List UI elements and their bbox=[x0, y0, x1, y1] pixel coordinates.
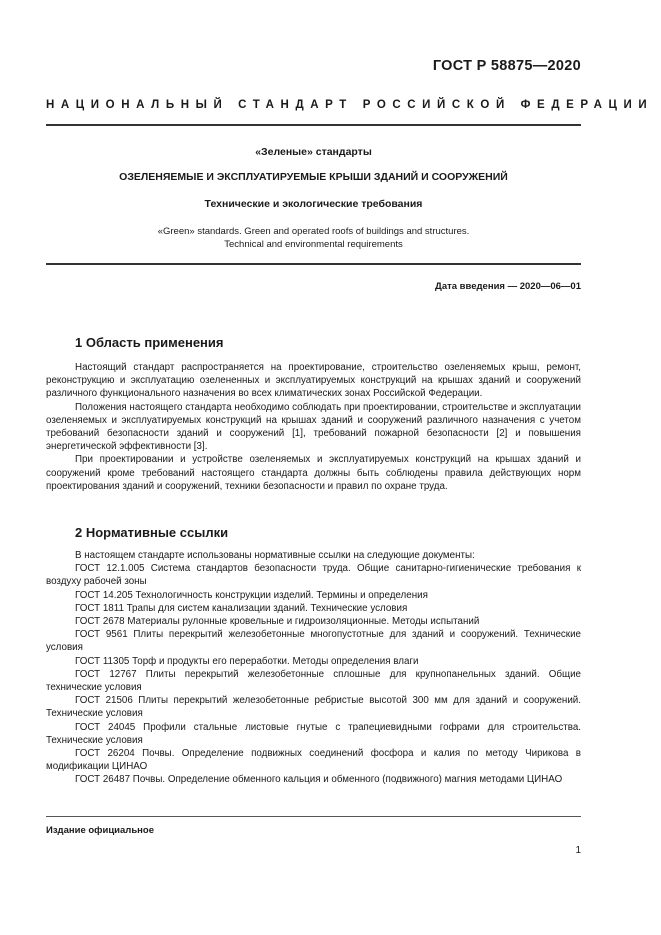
paragraph: Положения настоящего стандарта необходимо соблюдать при проектировании, строительстве и эксплуатации озеленяемых и эксплуатируемых конструкций на крышах зданий и сооружений различного назначения с учетом требований безопасности зданий и сооружений [1], требований пожарной безопасности [2] и повышения энергетической эффективности [3]. bbox=[46, 401, 581, 453]
reference-item: ГОСТ 11305 Торф и продукты его переработки. Методы определения влаги bbox=[75, 655, 419, 667]
reference-item: ГОСТ 21506 Плиты перекрытий железобетонные ребристые высотой 300 мм для зданий и сооружений. Технические условия bbox=[46, 695, 581, 720]
section-scope-body bbox=[46, 361, 581, 493]
intro-date: Дата введения — 2020—06—01 bbox=[435, 281, 581, 292]
page-number: 1 bbox=[575, 845, 581, 856]
reference-item: ГОСТ 24045 Профили стальные листовые гнутые с трапециевидными гофрами для строительства. Технические условия bbox=[46, 721, 581, 746]
series-title: «Зеленые» стандарты bbox=[255, 146, 372, 158]
section-references-body bbox=[46, 549, 581, 787]
section-heading-references: 2 Нормативные ссылки bbox=[75, 525, 229, 540]
reference-item: ГОСТ 26487 Почвы. Определение обменного кальция и обменного (подвижного) магния методами ЦИНАО bbox=[75, 774, 563, 786]
reference-item: ГОСТ 12767 Плиты перекрытий железобетонные сплошные для крупнопанельных зданий. Общие технические условия bbox=[46, 668, 581, 694]
document-subtitle: Технические и экологические требования bbox=[204, 198, 423, 210]
paragraph: В настоящем стандарте использованы нормативные ссылки на следующие документы: bbox=[75, 550, 475, 561]
document-code: ГОСТ Р 58875—2020 bbox=[432, 58, 581, 74]
section-heading-scope: 1 Область применения bbox=[75, 335, 224, 350]
english-title-line: Technical and environmental requirements bbox=[224, 239, 403, 250]
reference-item: ГОСТ 9561 Плиты перекрытий железобетонные многопустотные для зданий и сооружений. Технические условия bbox=[46, 629, 581, 654]
paragraph: Настоящий стандарт распространяется на проектирование, строительство озеленяемых крыш, ремонт, реконструкцию и эксплуатацию озелененных и эксплуатируемых конструкций на крышах зданий и сооружений различного функционального назначения во всех климатических зонах Российской Федерации. bbox=[46, 362, 581, 400]
edition-label: Издание официальное bbox=[46, 825, 154, 836]
divider bbox=[46, 124, 581, 126]
reference-item: ГОСТ 26204 Почвы. Определение подвижных соединений фосфора и калия по методу Чирикова в модификации ЦИНАО bbox=[46, 748, 581, 773]
footer-divider bbox=[46, 816, 581, 817]
english-title bbox=[46, 225, 581, 251]
divider bbox=[46, 263, 581, 265]
document-title: ОЗЕЛЕНЯЕМЫЕ И ЭКСПЛУАТИРУЕМЫЕ КРЫШИ ЗДАНИЙ И СООРУЖЕНИЙ bbox=[119, 171, 508, 183]
english-title-line: «Green» standards. Green and operated roofs of buildings and structures. bbox=[157, 226, 470, 237]
national-standard-heading: НАЦИОНАЛЬНЫЙ СТАНДАРТ РОССИЙСКОЙ ФЕДЕРАЦИИ bbox=[46, 99, 654, 111]
reference-item: ГОСТ 2678 Материалы рулонные кровельные и гидроизоляционные. Методы испытаний bbox=[75, 616, 480, 628]
reference-item: ГОСТ 14.205 Технологичность конструкции изделий. Термины и определения bbox=[75, 589, 428, 601]
reference-item: ГОСТ 1811 Трапы для систем канализации зданий. Технические условия bbox=[75, 602, 408, 614]
paragraph: При проектировании и устройстве озеленяемых и эксплуатируемых конструкций на крышах зданий и сооружений кроме требований настоящего стандарта должны быть соблюдены правила действующих норм проектирования зданий и сооружений, техники безопасности и правил по охране труда. bbox=[46, 454, 581, 492]
reference-item: ГОСТ 12.1.005 Система стандартов безопасности труда. Общие санитарно-гигиенические требования к воздуху рабочей зоны bbox=[46, 563, 581, 588]
